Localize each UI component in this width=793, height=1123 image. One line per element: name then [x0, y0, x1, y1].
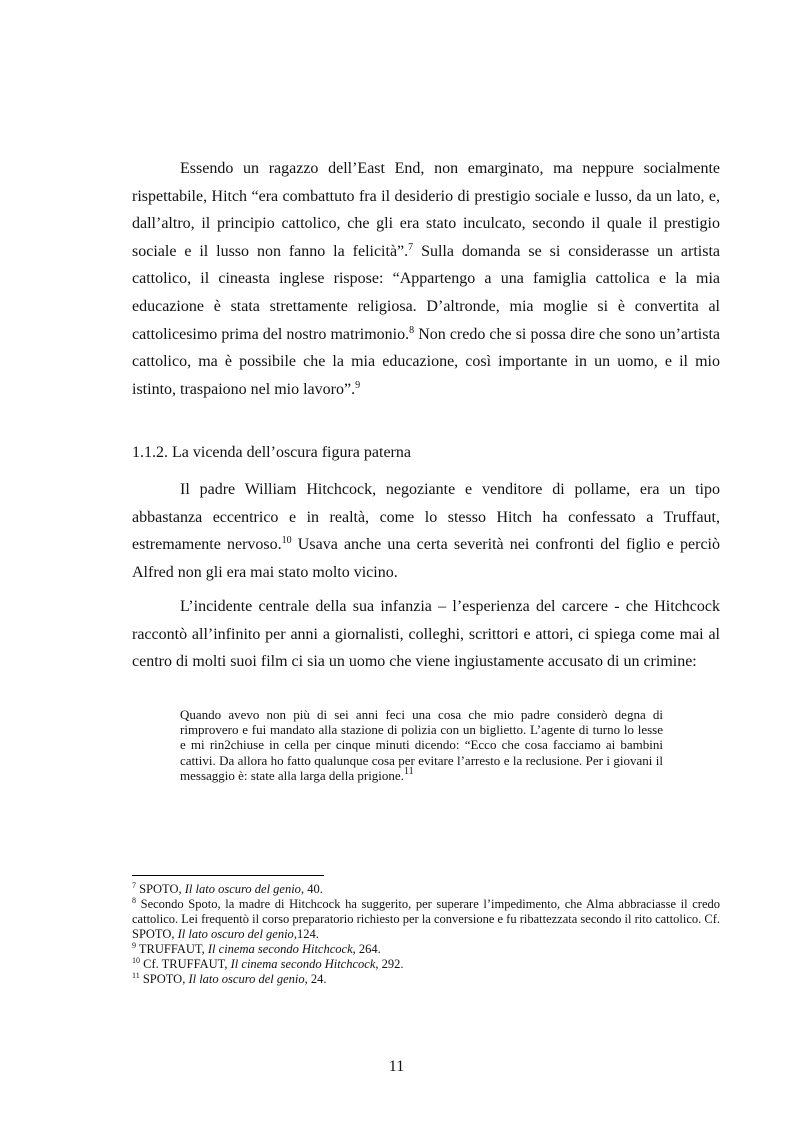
footnote-text: , 264. — [352, 942, 381, 956]
footnote — [132, 957, 720, 972]
footnote-text: TRUFFAUT, — [136, 942, 208, 956]
paragraph-2-text-a: Il padre William Hitchcock, negoziante e venditore di pollame, era un tipo abbastanza eccentrico e in realtà, come lo stesso Hitch ha confessato a Truffaut, estremamente nervoso. — [132, 481, 720, 554]
paragraph-1 — [132, 155, 720, 403]
footnote-separator — [132, 875, 324, 876]
footnote-text: SPOTO, — [136, 882, 185, 896]
footnote-number: 8 — [132, 896, 136, 905]
quote-text: Quando avevo non più di sei anni feci una cosa che mio padre considerò degna di rimprovero e fui mandato alla stazione di polizia con un biglietto. L’agente di turno lo lesse e mi rin2chiuse in cella per cinque minuti dicendo: “Ecco che cosa facciamo ai bambini cattivi. Da allora ho fatto qualunque cosa per evitare l’arresto e la reclusione. Per i giovani il messaggio è: state alla larga della prigione. — [180, 707, 663, 783]
footnote-ref-9[interactable]: 9 — [355, 379, 361, 391]
footnote-title: Il lato oscuro del genio — [177, 927, 294, 941]
footnote-number: 9 — [132, 941, 136, 950]
footnote-number: 11 — [132, 971, 140, 980]
footnote-text: , 24. — [304, 972, 327, 986]
footnote-ref-7[interactable]: 7 — [408, 241, 414, 253]
footnote-text: Secondo Spoto, la madre di Hitchcock ha suggerito, per superare l’impedimento, che Alma abbraciasse il credo cattolico. Lei frequentò il corso preparatorio richiesto per la conversione e fu ribattezzata secondo il rito cattolico. Cf. SPOTO, — [132, 897, 720, 941]
footnote-number: 7 — [132, 881, 136, 890]
paragraph-1-text-a: Essendo un ragazzo dell’East End, non emarginato, ma neppure socialmente rispettabile, Hitch “era combattuto fra il desiderio di prestigio sociale e lusso, da un lato, e, dall’altro, il principio cattolico, che gli era stato inculcato, secondo il quale il prestigio sociale e il lusso non fanno la felicità”. — [132, 160, 720, 260]
paragraph-2 — [132, 476, 720, 586]
footnote — [132, 942, 720, 957]
footnote-text: ,124. — [293, 927, 319, 941]
footnote-ref-11[interactable]: 11 — [403, 765, 414, 777]
paragraph-1-text-c: Non credo che si possa dire che sono un’artista cattolico, ma è possibile che la mia educazione, così importante in un uomo, e il mio istinto, traspaiono nel mio lavoro”. — [132, 325, 721, 398]
paragraph-1-text-b: Sulla domanda se si considerasse un artista cattolico, il cineasta inglese rispose: “Appartengo a una famiglia cattolica e la mia educazione è stata strettamente religiosa. D’altronde, mia moglie si è convertita al cattolicesimo prima del nostro matrimonio. — [132, 242, 720, 343]
footnote — [132, 972, 720, 987]
block-quote — [180, 707, 663, 783]
footnote-text: , 40. — [300, 882, 323, 896]
page-number: 11 — [388, 1058, 405, 1075]
footnotes — [132, 882, 720, 987]
footnote-ref-10[interactable]: 10 — [281, 535, 292, 547]
footnote-text: SPOTO, — [139, 972, 189, 986]
section-heading: 1.1.2. La vicenda dell’oscura figura paterna — [132, 444, 411, 461]
paragraph-3-text: L’incidente centrale della sua infanzia – l’esperienza del carcere - che Hitchcock raccontò all’infinito per anni a giornalisti, colleghi, scrittori e attori, ci spiega come mai al centro di molti suoi film ci sia un uomo che viene ingiustamente accusato di un crimine: — [132, 598, 720, 671]
footnote-text: Cf. TRUFFAUT, — [140, 957, 231, 971]
footnote — [132, 882, 720, 897]
footnote-number: 10 — [132, 956, 140, 965]
footnote-text: , 292. — [375, 957, 404, 971]
footnote-title: Il cinema secondo Hitchcock — [207, 942, 353, 956]
footnote-title: Il cinema secondo Hitchcock — [230, 957, 376, 971]
footnote-title: Il lato oscuro del genio — [188, 972, 305, 986]
paragraph-2-text-b: Usava anche una certa severità nei confronti del figlio e perciò Alfred non gli era mai stato molto vicino. — [132, 536, 721, 581]
footnote-ref-8[interactable]: 8 — [409, 324, 415, 336]
paragraph-3 — [132, 593, 720, 676]
footnote — [132, 897, 720, 942]
footnote-title: Il lato oscuro del genio — [184, 882, 301, 896]
